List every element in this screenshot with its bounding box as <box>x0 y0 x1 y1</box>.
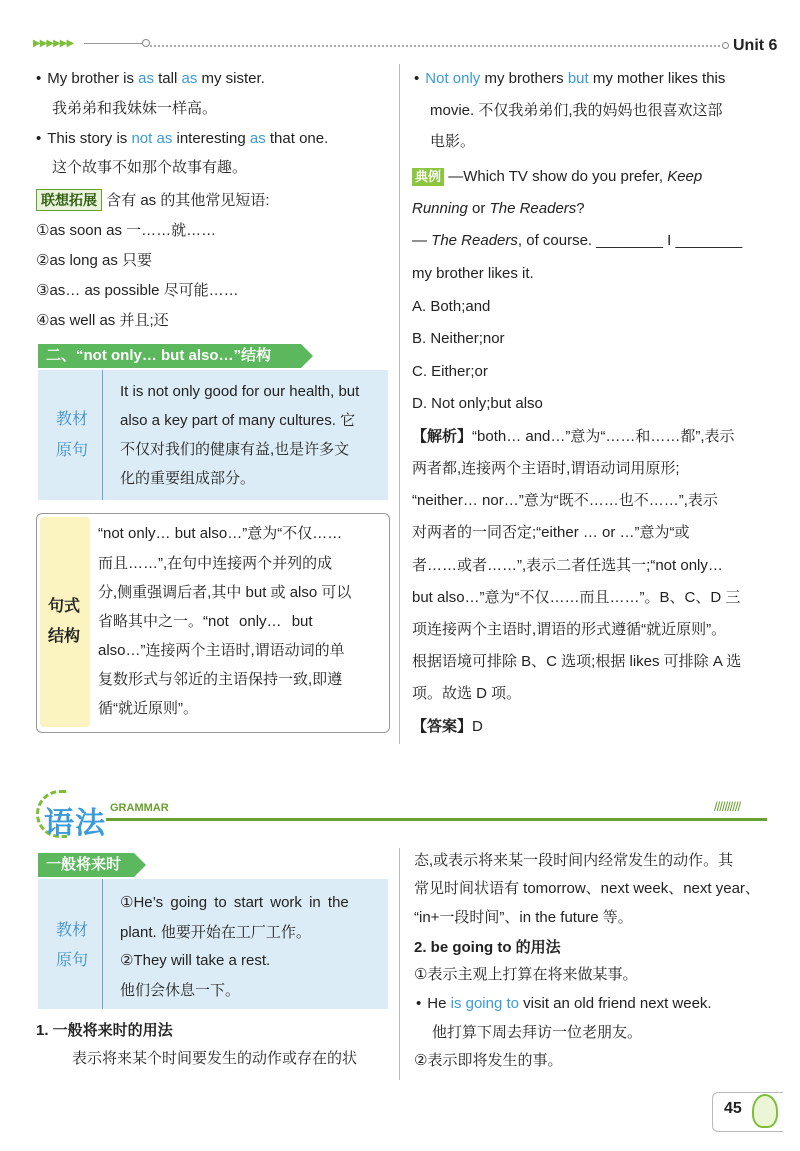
analysis-line-1: 【解析】“both… and…”意为“……和……都”,表示 <box>412 428 735 445</box>
usage-heading-2: 2. be going to 的用法 <box>414 939 561 956</box>
box-label-1: 教材 <box>55 411 88 428</box>
grammar-slashes: ////////// <box>714 799 741 814</box>
analysis-line-3: “neither… nor…”意为“既不……也不……”,表示 <box>412 492 718 509</box>
be-going-to-example-cn: 他打算下周去拜访一位老朋友。 <box>432 1024 643 1041</box>
page-number: 45 <box>724 1100 742 1117</box>
phrase-2: ②as long as 只要 <box>36 252 152 269</box>
phrase-4: ④as well as 并且;还 <box>36 312 169 329</box>
usage-paragraph-1: 表示将来某个时间要发生的动作或存在的状 <box>72 1050 358 1067</box>
answer-line: 【答案】D <box>412 718 483 735</box>
usage-cont-line-2: 常见时间状语有 tomorrow、next week、next year、 <box>414 880 760 897</box>
phrase-1: ①as soon as 一……就…… <box>36 222 217 239</box>
example-not-only-2: movie. 不仅我弟弟们,我的妈妈也很喜欢这部 <box>430 102 723 119</box>
textbook-sentence-side <box>38 370 103 500</box>
box-label-2: 原句 <box>55 442 88 459</box>
expand-note: 联想拓展 含有 as 的其他常见短语: <box>36 189 270 212</box>
header-rule <box>84 43 142 44</box>
option-c: C. Either;or <box>412 363 488 380</box>
lightbulb-icon <box>752 1094 778 1128</box>
phrase-3: ③as… as possible 尽可能…… <box>36 282 239 299</box>
box-line-3: 不仅对我们的健康有益,也是许多文 <box>120 441 350 458</box>
grammar-box-line-4: 他们会休息一下。 <box>120 982 241 999</box>
analysis-line-7: 项连接两个主语时,谓语的形式遵循“就近原则”。 <box>412 621 727 638</box>
structure-line-5: also…”连接两个主语时,谓语动词的单 <box>98 642 345 659</box>
grammar-title-en: GRAMMAR <box>110 802 169 814</box>
structure-line-3: 分,侧重强调后者,其中 but 或 also 可以 <box>98 584 352 601</box>
column-divider-top <box>399 64 400 744</box>
grammar-box-label-1: 教材 <box>55 922 88 939</box>
example-as-tall: • My brother is as tall as my sister. <box>36 68 265 90</box>
structure-label-1: 句式 <box>48 598 81 615</box>
analysis-line-9: 项。故选 D 项。 <box>412 685 522 702</box>
analysis-line-5: 者……或者……”,表示二者任选其一;“not only… <box>412 557 723 574</box>
analysis-line-2: 两者都,连接两个主语时,谓语动词用原形; <box>412 460 680 477</box>
grammar-box-label-2: 原句 <box>55 952 88 969</box>
structure-line-6: 复数形式与邻近的主语保持一致,即遵 <box>98 671 343 688</box>
structure-line-2: 而且……”,在句中连接两个并列的成 <box>98 555 333 572</box>
question-line-1: 典例 —Which TV show do you prefer, Keep <box>412 166 702 188</box>
usage-cont-line-3: “in+一段时间”、in the future 等。 <box>414 909 633 926</box>
structure-line-1: “not only… but also…”意为“不仅…… <box>98 525 343 542</box>
option-a: A. Both;and <box>412 298 491 315</box>
structure-line-7: 循“就近原则”。 <box>98 700 198 717</box>
example-not-as-cn: 这个故事不如那个故事有趣。 <box>52 159 248 176</box>
section-title-not-only: 二、“not only… but also…”结构 <box>38 344 301 368</box>
column-divider-bottom <box>399 848 400 1080</box>
be-going-to-example: • He is going to visit an old friend next week. <box>416 993 712 1015</box>
be-going-to-point-1: ①表示主观上打算在将来做某事。 <box>414 966 638 983</box>
analysis-line-6: but also…”意为“不仅……而且……”。B、C、D 三 <box>412 589 741 606</box>
analysis-line-4: 对两者的一同否定;“either … or …”意为“或 <box>412 524 690 541</box>
option-d: D. Not only;but also <box>412 395 543 412</box>
box-line-1: It is not only good for our health, but <box>120 383 360 400</box>
analysis-line-8: 根据语境可排除 B、C 选项;根据 likes 可排除 A 选 <box>412 653 742 670</box>
option-b: B. Neither;nor <box>412 330 505 347</box>
question-line-2: Running or The Readers? <box>412 200 585 217</box>
box-line-4: 化的重要组成部分。 <box>120 470 256 487</box>
be-going-to-point-2: ②表示即将发生的事。 <box>414 1052 563 1069</box>
grammar-rule <box>106 818 767 821</box>
unit-label: Unit 6 <box>733 37 778 54</box>
grammar-box-line-2: plant. 他要开始在工厂工作。 <box>120 924 311 941</box>
structure-line-4: 省略其中之一。“not only… but <box>98 613 313 630</box>
example-not-as: • This story is not as interesting as that one. <box>36 128 328 150</box>
grammar-box-line-1: ①He’s going to start work in the <box>120 894 349 911</box>
question-line-3: — The Readers, of course. ________ I ________ <box>412 232 743 249</box>
usage-cont-line-1: 态,或表示将来某一段时间内经常发生的动作。其 <box>414 852 734 869</box>
grammar-box-line-3: ②They will take a rest. <box>120 952 271 969</box>
header-dotted-rule <box>150 45 720 47</box>
grammar-title: 语法 <box>44 807 106 840</box>
header-dot-end <box>722 42 729 49</box>
question-line-4: my brother likes it. <box>412 265 534 282</box>
example-not-only-cn: 电影。 <box>430 133 476 150</box>
header-dot <box>142 39 150 47</box>
example-as-tall-cn: 我弟弟和我妹妹一样高。 <box>52 100 218 117</box>
box-line-2: also a key part of many cultures. 它 <box>120 412 356 429</box>
example-tag: 典例 <box>412 168 444 186</box>
expand-tag: 联想拓展 <box>36 189 102 211</box>
future-tense-band: 一般将来时 <box>38 853 134 877</box>
structure-label-2: 结构 <box>48 628 81 645</box>
header-arrows: ▶▶▶▶▶▶ <box>33 38 74 49</box>
usage-heading-1: 1. 一般将来时的用法 <box>36 1022 173 1039</box>
example-not-only: • Not only my brothers but my mother likes this <box>414 68 725 90</box>
